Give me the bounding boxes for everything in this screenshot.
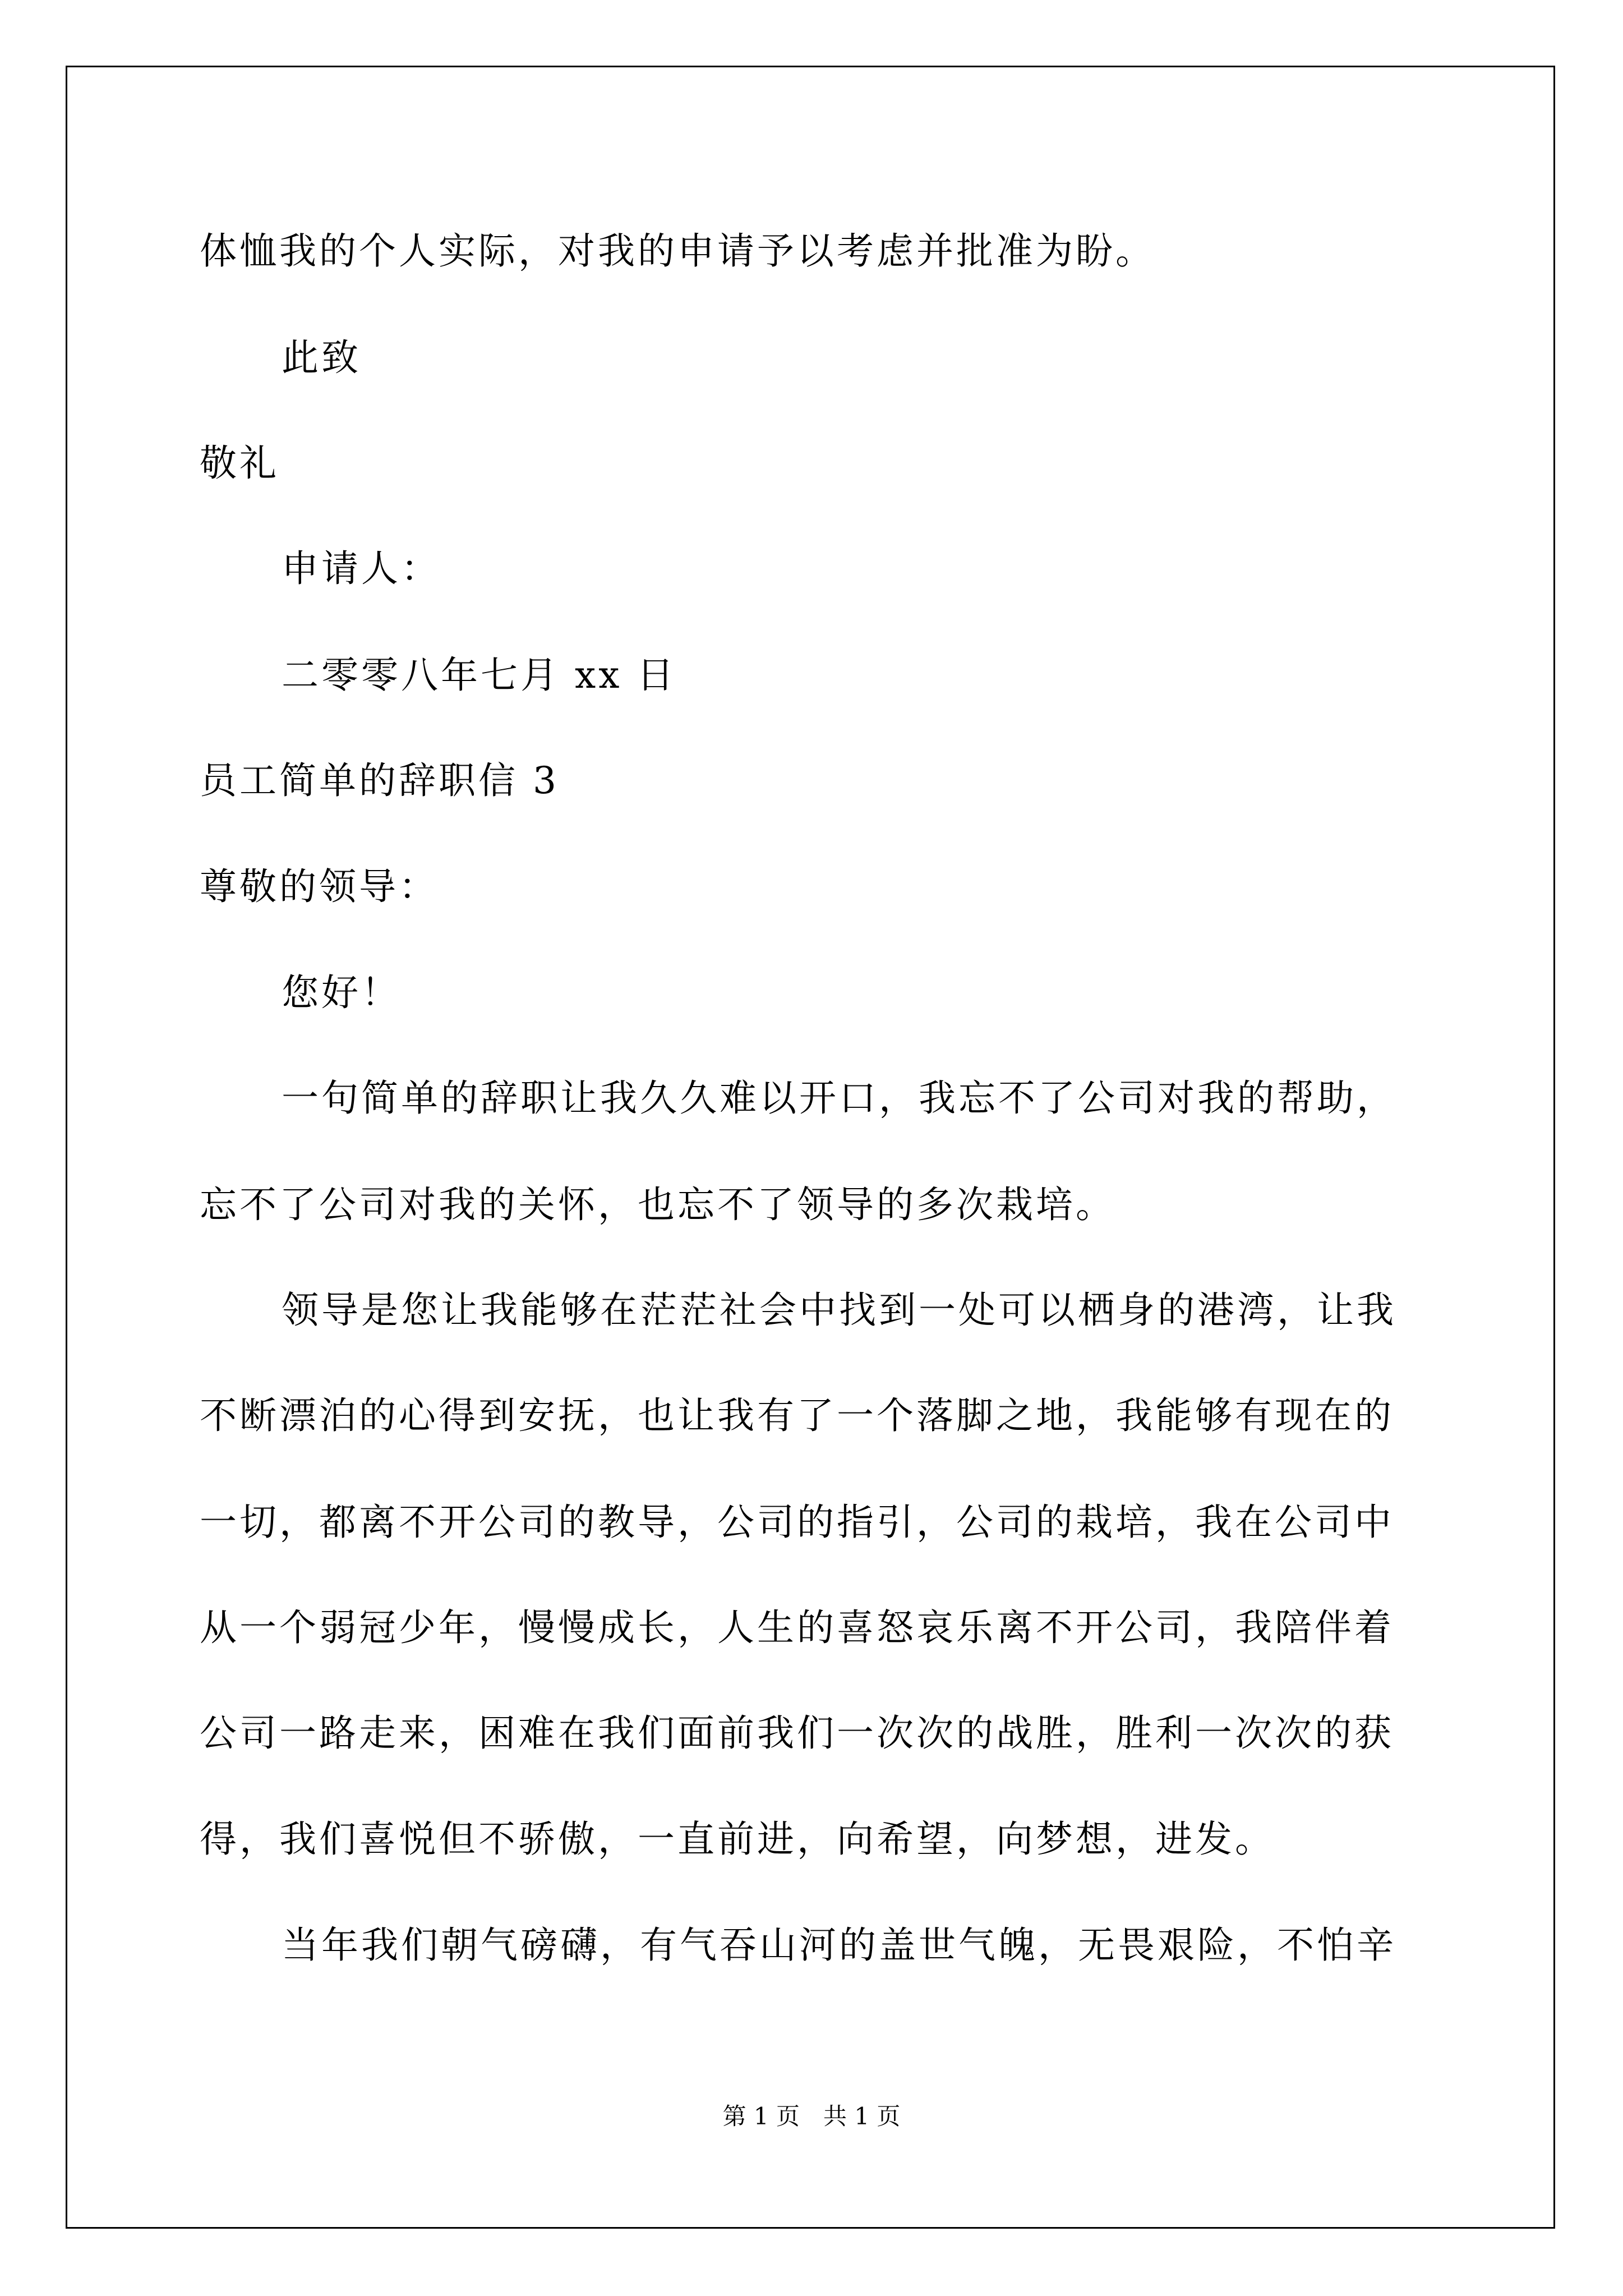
body-line: 一句简单的辞职让我久久难以开口，我忘不了公司对我的帮助， <box>282 1076 1396 1120</box>
body-line: 不断漂泊的心得到安抚，也让我有了一个落脚之地，我能够有现在的 <box>200 1394 1394 1437</box>
body-line: 公司一路走来，困难在我们面前我们一次次的战胜，胜利一次次的获 <box>200 1711 1394 1755</box>
body-line: 当年我们朝气磅礴，有气吞山河的盖世气魄，无畏艰险，不怕辛 <box>282 1924 1396 1967</box>
body-line: 一切，都离不开公司的教导，公司的指引，公司的栽培，我在公司中 <box>200 1501 1394 1544</box>
body-line: 领导是您让我能够在茫茫社会中找到一处可以栖身的港湾，让我 <box>282 1289 1396 1332</box>
body-line: 忘不了公司对我的关怀，也忘不了领导的多次栽培。 <box>200 1183 1115 1226</box>
section-title: 员工简单的辞职信 3 <box>200 759 559 802</box>
body-line: 体恤我的个人实际，对我的申请予以考虑并批准为盼。 <box>200 229 1155 273</box>
page-border <box>66 66 1555 2229</box>
closing-salutation: 此致 <box>282 336 361 379</box>
page-footer: 第 1 页 共 1 页 <box>722 2102 901 2130</box>
closing-regards: 敬礼 <box>200 441 279 485</box>
body-line: 从一个弱冠少年，慢慢成长，人生的喜怒哀乐离不开公司，我陪伴着 <box>200 1606 1394 1649</box>
letter-date: 二零零八年七月 xx 日 <box>282 654 677 697</box>
body-line: 得，我们喜悦但不骄傲，一直前进，向希望，向梦想，进发。 <box>200 1818 1275 1861</box>
greeting-recipient: 尊敬的领导： <box>200 865 439 908</box>
greeting: 您好！ <box>282 971 401 1014</box>
applicant-label: 申请人： <box>282 547 441 590</box>
